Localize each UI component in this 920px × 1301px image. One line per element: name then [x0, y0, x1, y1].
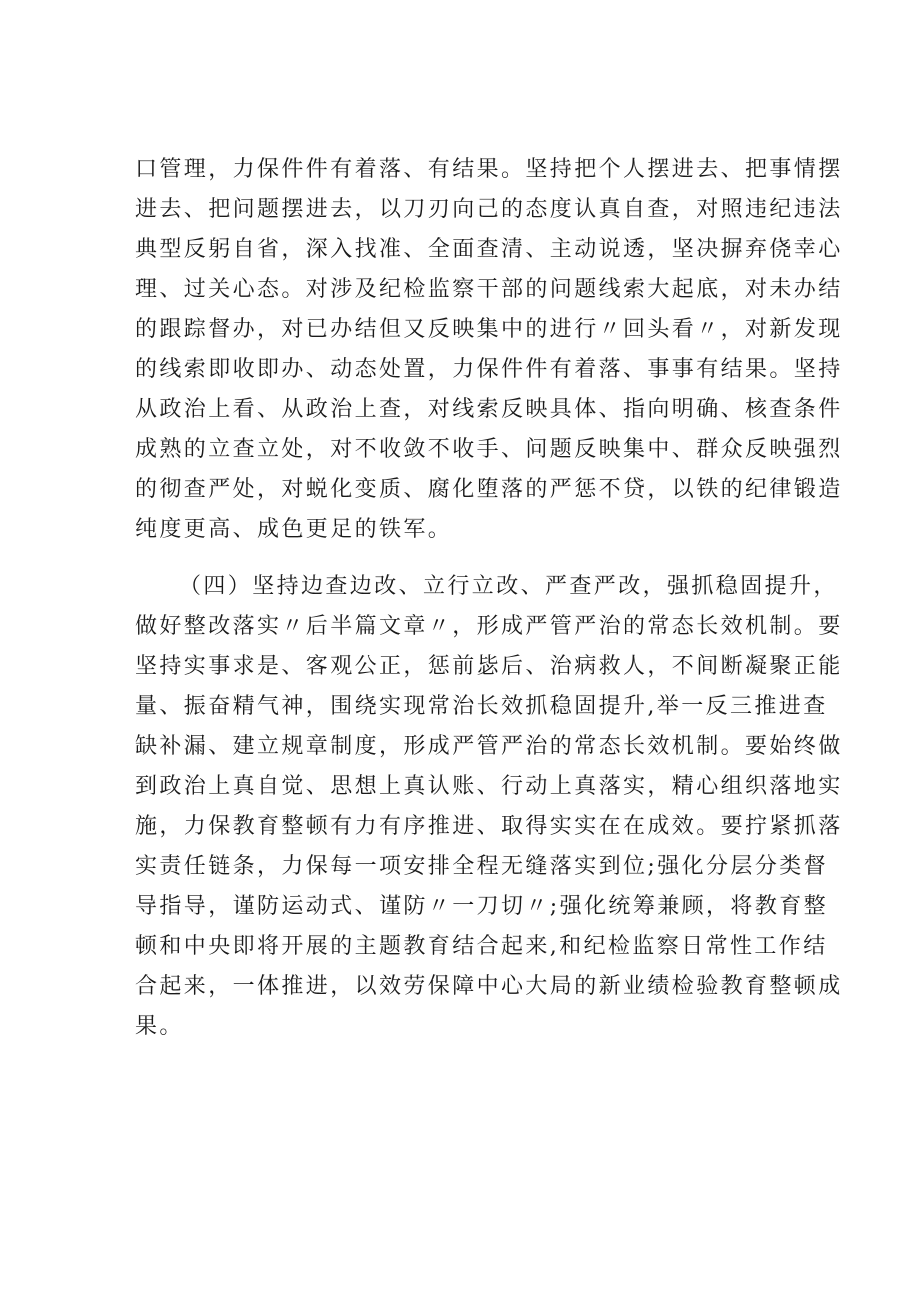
text-line: 到政治上真自觉、思想上真认账、行动上真落实，精心组织落地实: [135, 774, 843, 799]
text-line: 坚持实事求是、客观公正，惩前毖后、治病救人，不间断凝聚正能: [135, 654, 843, 679]
text-line: 量、振奋精气神，围绕实现常治长效抓稳固提升,举一反三推进查: [135, 694, 828, 719]
text-line: 成熟的立查立处，对不收敛不收手、问题反映集中、群众反映强烈: [135, 437, 843, 462]
text-line: 缺补漏、建立规章制度，形成严管严治的常态长效机制。要始终做: [135, 734, 843, 759]
paragraph-spacer: [135, 550, 797, 567]
paragraph-1: [135, 150, 843, 550]
document-body: [135, 150, 843, 1047]
text-line: 果。: [135, 1014, 184, 1039]
text-line: 合起来，一体推进，以效劳保障中心大局的新业绩检验教育整顿成: [135, 974, 843, 999]
text-line: 从政治上看、从政治上查，对线索反映具体、指向明确、核查条件: [135, 397, 843, 422]
text-line: 纯度更高、成色更足的铁军。: [135, 517, 453, 542]
text-line: 做好整改落实〃后半篇文章〃，形成严管严治的常态长效机制。要: [135, 614, 843, 639]
text-line: 典型反躬自省，深入找准、全面查清、主动说透，坚决摒弃侥幸心: [135, 237, 843, 262]
paragraph-2: [135, 567, 843, 1047]
text-line: 的线索即收即办、动态处置，力保件件有着落、事事有结果。坚持: [135, 357, 843, 382]
text-line: 进去、把问题摆进去，以刀刃向己的态度认真自查，对照违纪违法: [135, 197, 843, 222]
text-line: 口管理，力保件件有着落、有结果。坚持把个人摆进去、把事情摆: [135, 157, 843, 182]
text-line: 理、过关心态。对涉及纪检监察干部的问题线索大起底，对未办结: [135, 277, 843, 302]
text-line: 施，力保教育整顿有力有序推进、取得实实在在成效。要拧紧抓落: [135, 814, 843, 839]
text-line: 的跟踪督办，对已办结但又反映集中的进行〃回头看〃，对新发现: [135, 317, 843, 342]
text-line: （四）坚持边查边改、立行立改、严查严改，强抓稳固提升，: [179, 574, 838, 599]
text-line: 实责任链条，力保每一项安排全程无缝落实到位;强化分层分类督: [135, 854, 829, 879]
text-line: 的彻查严处，对蜕化变质、腐化堕落的严惩不贷，以铁的纪律锻造: [135, 477, 843, 502]
text-line: 顿和中央即将开展的主题教育结合起来,和纪检监察日常性工作结: [135, 934, 828, 959]
text-line: 导指导，谨防运动式、谨防〃一刀切〃;强化统筹兼顾，将教育整: [135, 894, 829, 919]
